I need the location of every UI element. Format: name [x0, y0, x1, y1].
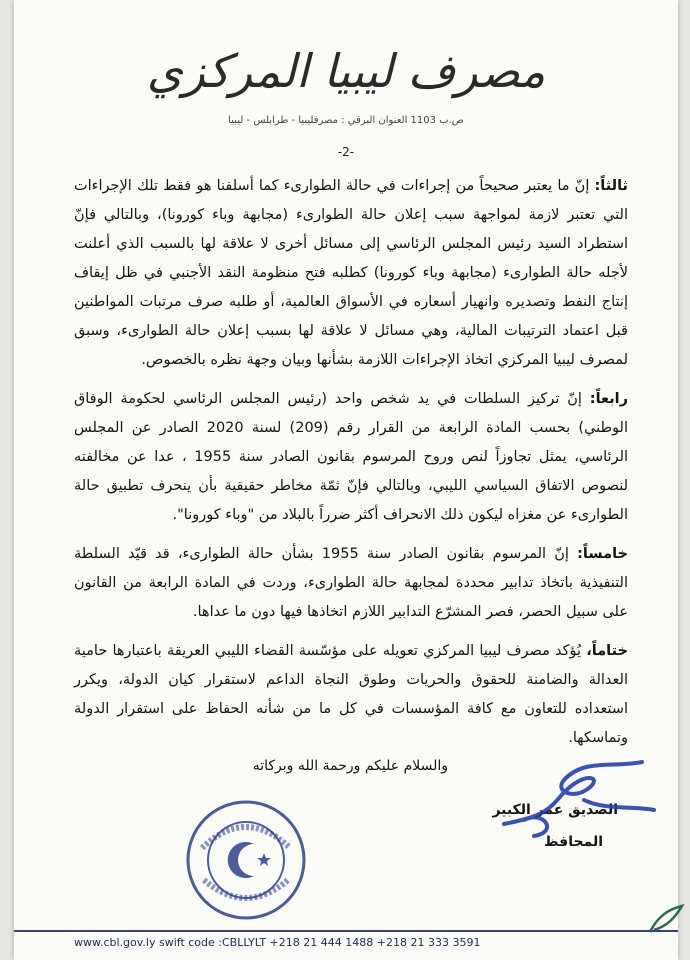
footer-contact: www.cbl.gov.ly swift code :CBLLYLT +218 21 444 1488 +218 21 333 3591	[74, 936, 481, 949]
paragraph-fourth	[74, 385, 628, 530]
paragraph-text: إنّ تركيز السلطات في يد شخص واحد (رئيس المجلس الرئاسي لحكومة الوفاق الوطني) بحسب المادة الرابعة من القرار رقم (209) لسنة 2020 الصادر عن المجلس الرئاسي، يمثل تجاوزاً لنص وروح المرسوم بقانون الصادر سنة 1955 ، عدا عن مخالفته لنصوص الاتفاق السياسي الليبي، وبالتالي فإنّ ثمّة مخاطر حقيقية بأن ينحرف تطبيق حالة الطوارىء عن مغزاه ليكون ذلك الانحراف أكثر ضرراً بالبلاد من "وباء كورونا".	[74, 391, 629, 523]
paragraph-conclusion	[74, 637, 628, 753]
signatory-title: المحافظ	[544, 834, 603, 850]
paragraph-fifth	[74, 540, 628, 627]
bank-address: ص.ب 1103 العنوان البرقي : مصرفليبيا - طرابلس - ليبيا	[228, 115, 464, 126]
footer-divider	[14, 930, 678, 932]
paragraph-lead: ختاماً،	[586, 643, 628, 659]
handwritten-signature	[464, 740, 674, 840]
star-icon	[257, 853, 271, 866]
paragraph-lead: رابعاً:	[589, 391, 628, 407]
signatory-name: الصديق عمر الكبير	[492, 802, 618, 818]
paragraph-text: يُؤكد مصرف ليبيا المركزي تعويله على مؤسّسة القضاء الليبي العريقة باعتبارها حامية العدالة والضامنة للحقوق والحريات وطوق النجاة الداعم لاستقرار كيان الدولة، ويكرر استعداده للتعاون مع كافة المؤسسات في كل ما من شأنه الحفاظ على استقرار الدولة وتماسكها.	[74, 643, 628, 746]
paragraph-lead: خامساً:	[577, 546, 628, 562]
paragraph-lead: ثالثاً:	[594, 178, 628, 194]
page-number: -2-	[337, 145, 355, 159]
official-stamp	[182, 796, 310, 924]
bank-logo: مصرف ليبيا المركزي	[146, 44, 546, 98]
letter-page	[14, 0, 678, 960]
paragraph-text: إنّ ما يعتبر صحيحاً من إجراءات في حالة الطوارىء كما أسلفنا هو فقط تلك الإجراءات التي تعتبر لازمة لمواجهة سبب إعلان حالة الطوارىء (مجابهة وباء كورونا)، وبالتالي فإنّ استطراد السيد رئيس المجلس الرئاسي إلى مسائل أخرى لا علاقة لها بالسبب الذي أعلنت لأجله حالة الطوارىء (مجابهة وباء كورونا) كطلبه فتح منظومة النقد الأجنبي في ظل إيقاف إنتاج النفط وتصديره وانهيار أسعاره في الأسواق العالمية، أو طلبه صرف مرتبات المواطنين قبل اعتماد الترتيبات المالية، وهي مسائل لا علاقة لها بسبب إعلان حالة الطوارىء، وسبق لمصرف ليبيا المركزي اتخاذ الإجراءات اللازمة بشأنها وبيان وجهة نظره بالخصوص.	[74, 178, 628, 368]
letter-body	[74, 172, 628, 753]
paragraph-third	[74, 172, 628, 375]
closing-salutation: والسلام عليكم ورحمة الله وبركاته	[252, 758, 448, 774]
paragraph-text: إنّ المرسوم بقانون الصادر سنة 1955 بشأن حالة الطوارىء، قد قيّد السلطة التنفيذية باتخاذ تدابير محددة لمجابهة حالة الطوارىء، وردت في المادة الرابعة من القانون على سبيل الحصر، فصر المشرّع التدابير اللازم اتخاذها فيها دون ما عداها.	[74, 546, 628, 620]
crescent-icon	[228, 842, 254, 878]
